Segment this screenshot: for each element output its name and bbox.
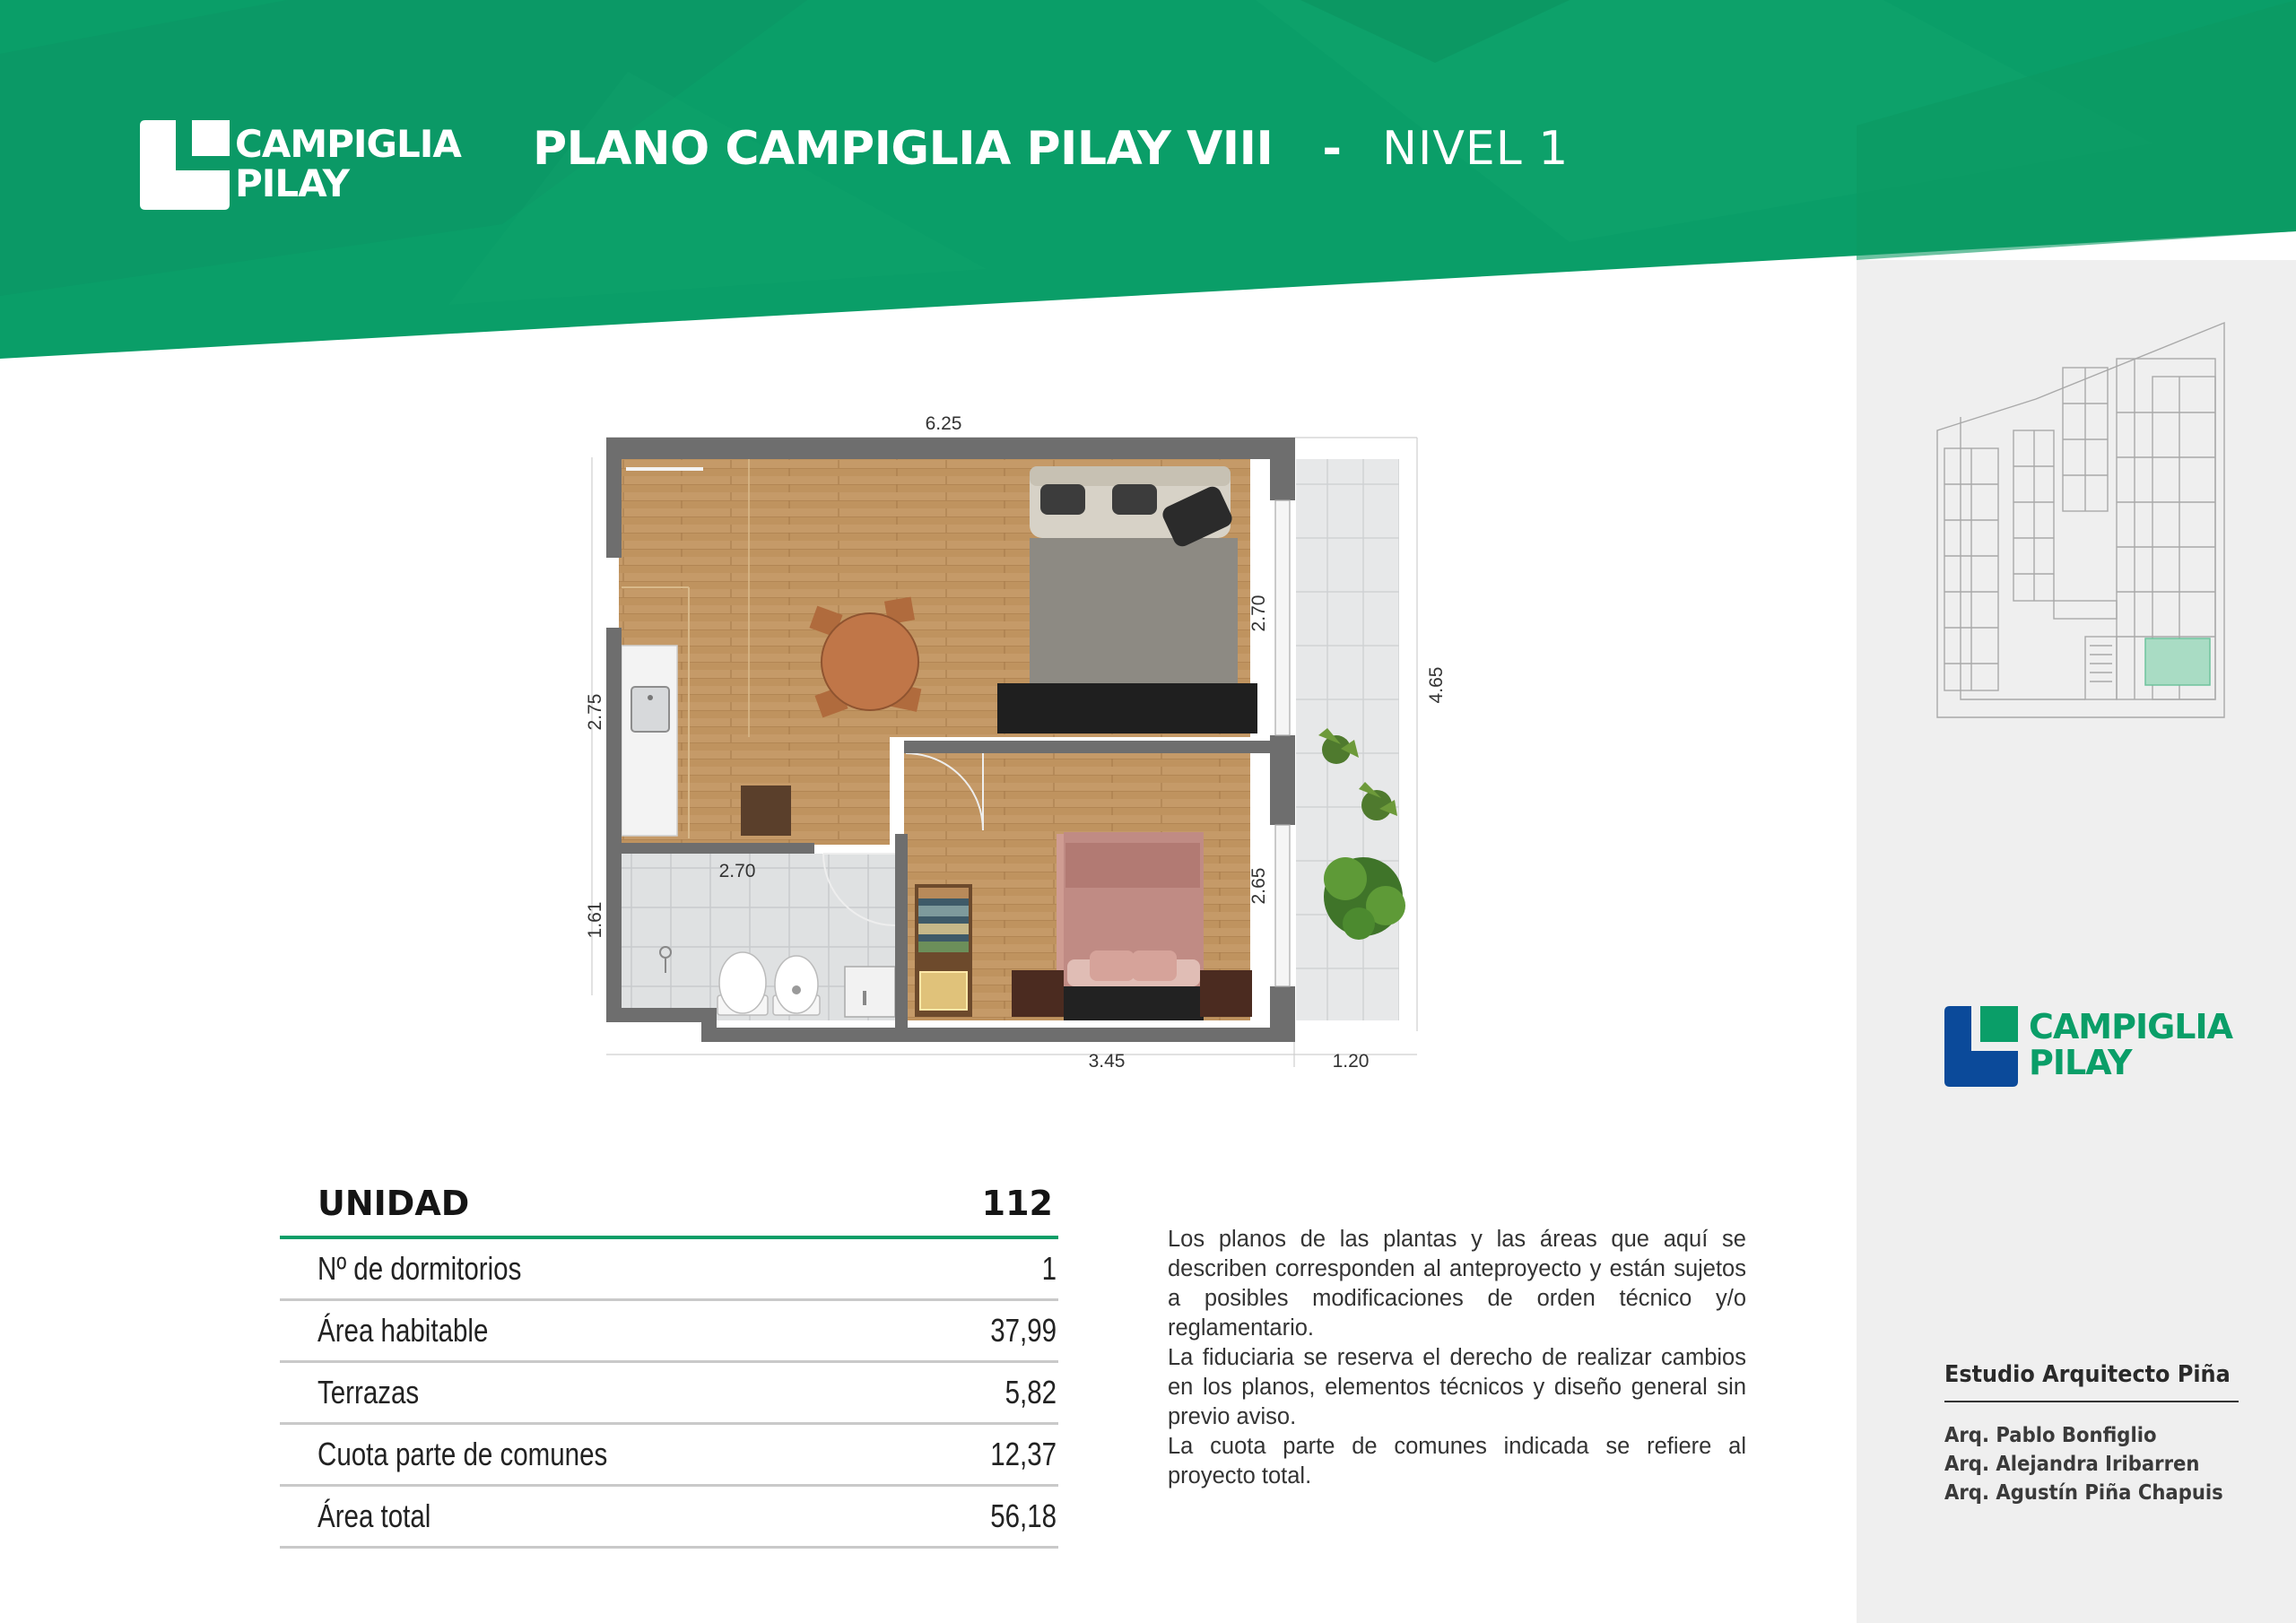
unit-location-highlight [2145,638,2210,685]
dim-bath-width: 2.70 [718,861,756,881]
kitchen-counter [622,646,677,836]
title-main: PLANO CAMPIGLIA PILAY VIII [533,122,1274,176]
disclaimer-paragraph: La cuota parte de comunes indicada se refiere al proyecto total. [1168,1434,1746,1488]
row-value: 56,18 [990,1497,1057,1534]
header-logo [140,120,230,210]
table-row [280,1239,1058,1301]
wardrobe-icon [915,884,972,1017]
row-value: 5,82 [1004,1374,1057,1410]
table-row [280,1363,1058,1425]
dining-table-icon [809,597,921,718]
table-row [280,1301,1058,1363]
row-label: Área total [317,1497,431,1534]
table-header-label: UNIDAD [317,1184,470,1223]
logo-mark-icon [140,120,230,210]
table-row [280,1425,1058,1487]
architect-name: Arq. Pablo Bonfiglio [1944,1424,2157,1447]
page-title [533,122,1569,176]
dim-terrace-width: 1.20 [1332,1051,1370,1072]
dim-bedroom-height: 2.65 [1248,867,1269,905]
studio-divider [1944,1401,2239,1402]
header-logo-line2: PILAY [235,161,350,205]
row-label: Terrazas [317,1374,420,1410]
panel-logo-line1: CAMPIGLIA [2029,1007,2233,1046]
architect-name: Arq. Agustín Piña Chapuis [1944,1481,2223,1505]
site-location-plan [1928,323,2224,717]
nightstand-left [1012,970,1064,1017]
disclaimer-paragraph: La fiduciaria se reserva el derecho de realizar cambios en los planos, elementos técnicos y diseño general sin previo aviso. [1168,1345,1746,1429]
dim-bath-height: 1.61 [585,901,605,939]
floor-plan [574,408,1447,1089]
row-label: Cuota parte de comunes [317,1436,608,1472]
dim-terrace-height: 4.65 [1426,666,1447,704]
dim-living-height: 2.70 [1248,595,1269,632]
panel-logo-line2: PILAY [2029,1043,2132,1082]
row-value: 37,99 [990,1312,1057,1349]
table-row [280,1487,1058,1549]
tv-console [997,683,1257,733]
header-logo-line1: CAMPIGLIA [235,122,461,166]
toilet-icon [718,952,768,1015]
sink-icon [631,687,669,732]
row-label: Área habitable [317,1312,489,1349]
architect-name: Arq. Alejandra Iribarren [1944,1453,2200,1476]
nightstand-right [1200,970,1252,1017]
site-plan-drawing [1928,323,2224,717]
bidet-icon [773,956,820,1015]
table-header-value: 112 [981,1184,1053,1223]
stool [741,785,791,836]
row-value: 12,37 [990,1436,1057,1472]
title-separator: - [1322,122,1343,176]
disclaimer-text [1168,1225,1746,1491]
dim-top-width: 6.25 [925,413,962,434]
dim-kitchen-height: 2.75 [585,693,605,731]
bed-icon [1057,832,1204,1020]
row-value: 1 [1041,1250,1057,1287]
dim-bottom-width: 3.45 [1088,1051,1126,1072]
sofa-icon [1030,466,1235,550]
title-level: NIVEL 1 [1382,122,1570,176]
table-header-row [280,1175,1058,1239]
panel-logo [1944,1006,2249,1087]
washbasin-icon [845,967,895,1017]
terrace-floor [1296,459,1399,1020]
unit-summary-table [280,1175,1058,1549]
floor-plan-drawing [574,408,1447,1089]
row-label: Nº de dormitorios [317,1250,522,1287]
disclaimer-paragraph: Los planos de las plantas y las áreas que aquí se describen corresponden al anteproyecto y están sujetos a posibles modificaciones de orden técnico y/o reglamentario. [1168,1227,1746,1341]
studio-title: Estudio Arquitecto Piña [1944,1361,2231,1388]
logo-mark-icon [1944,1006,2018,1087]
